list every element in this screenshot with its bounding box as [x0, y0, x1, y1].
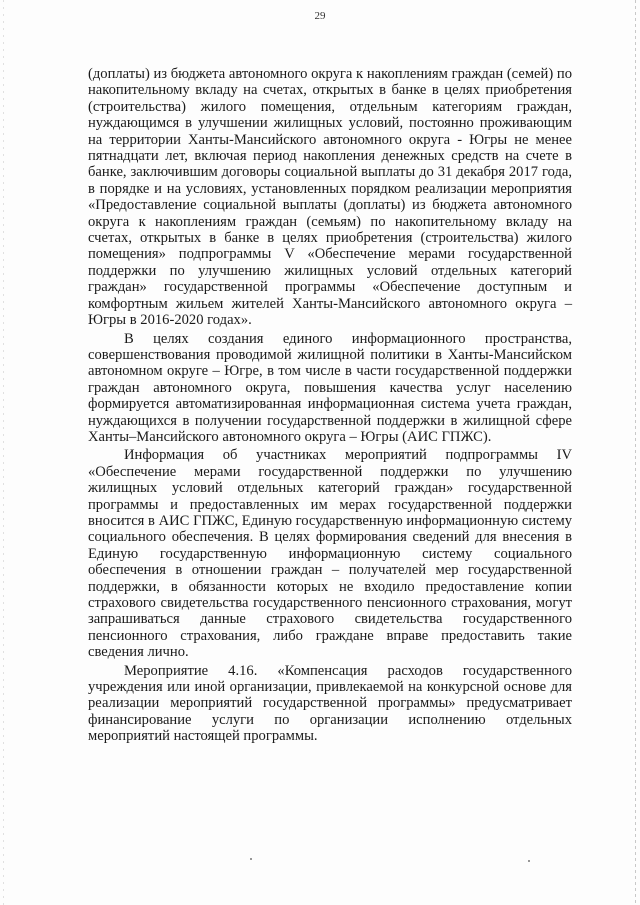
- paragraph-continuation: (доплаты) из бюджета автономного округа к накоплениям граждан (семей) по накопительному вкладу на счетах, открытых в банке в целях приобретения (строительства) жилого помещения, отдельным категориям граждан, нуждающимся в улучшении жилищных условий, постоянно проживающим на территории Ханты-Мансийского автономного округа - Югры не менее пятнадцати лет, включая период накопления денежных средств на счете в банке, заключившим договоры социальной выплаты до 31 декабря 2017 года, в порядке и на условиях, установленных порядком реализации мероприятия «Предоставление социальной выплаты (доплаты) из бюджета автономного округа к накоплениям граждан (семьям) по накопительному вкладу на счетах, открытых в банке в целях приобретения (строительства) жилого помещения» подпрограммы V «Обеспечение мерами государственной поддержки по улучшению жилищных условий отдельных категорий граждан» государственной программы «Обеспечение доступным и комфортным жильем жителей Ханты-Мансийского автономного округа – Югры в 2016-2020 годах».: [88, 66, 572, 329]
- scan-edge-right: [635, 0, 636, 905]
- paragraph-participants-info: Информация об участниках мероприятий подпрограммы IV «Обеспечение мерами государственной поддержки по улучшению жилищных условий отдельных категорий граждан» государственной программы и предоставленных им мерах государственной поддержки вносится в АИС ГПЖС, Единую государственную информационную систему социального обеспечения. В целях формирования сведений для внесения в Единую государственную информационную систему социального обеспечения в отношении граждан – получателей мер государственной поддержки, в обязанности которых не входило предоставление копии страхового свидетельства государственного пенсионного страхования, могут запрашиваться данные страхового свидетельства государственного пенсионного страхования, либо граждане вправе предоставить такие сведения лично.: [88, 447, 572, 661]
- scan-speck: [528, 860, 530, 862]
- scan-edge-left: [3, 0, 4, 905]
- page-number: 29: [314, 10, 326, 22]
- paragraph-information-space: В целях создания единого информационного пространства, совершенствования проводимой жилищной политики в Ханты-Мансийском автономном округе – Югре, в том числе в части государственной поддержки граждан автономного округа, повышения качества услуг населению формируется автоматизированная информационная система учета граждан, нуждающихся в получении государственной поддержки в жилищной сфере Ханты–Мансийского автономного округа – Югры (АИС ГПЖС).: [88, 330, 572, 445]
- document-body: [88, 66, 572, 745]
- scan-speck: [250, 858, 252, 860]
- paragraph-measure-4-16: Мероприятие 4.16. «Компенсация расходов государственного учреждения или иной организации, привлекаемой на конкурсной основе для реализации мероприятий государственной программы» предусматривает финансирование услуги по организации исполнению отдельных мероприятий настоящей программы.: [88, 662, 572, 745]
